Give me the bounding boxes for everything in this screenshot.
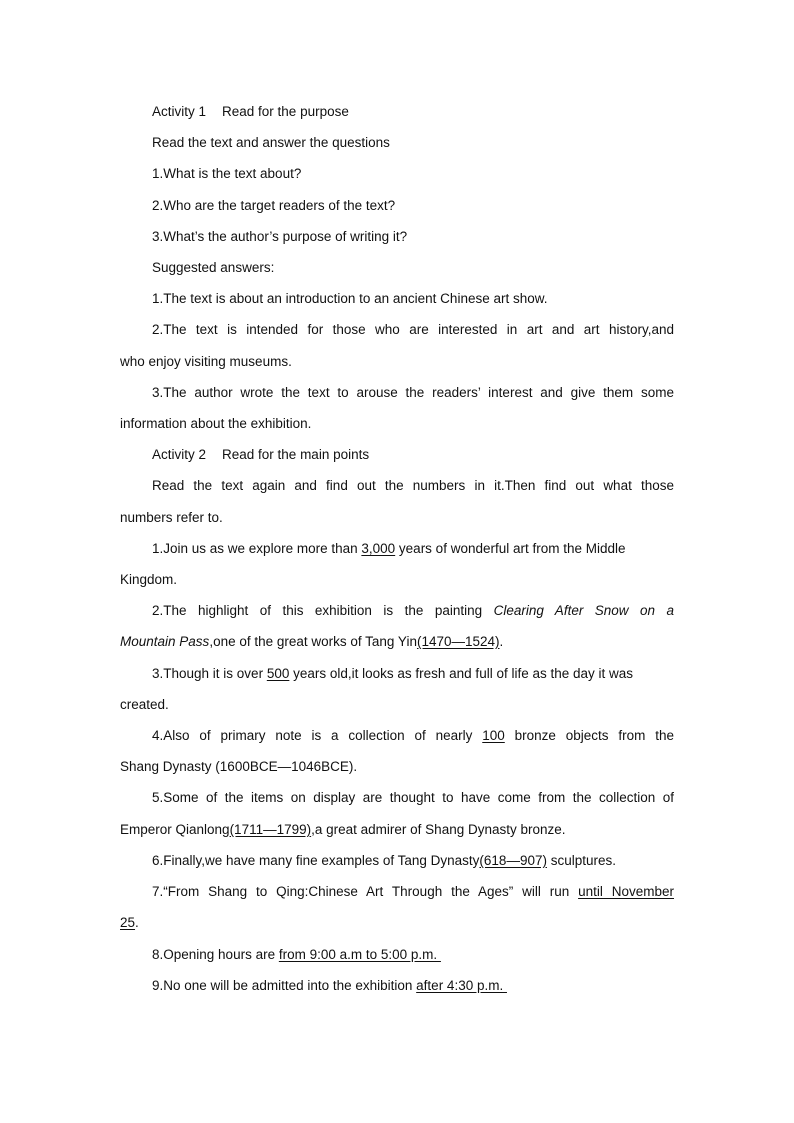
painting-title: Mountain Pass — [120, 634, 210, 649]
activity1-heading — [152, 96, 674, 127]
answer-blank: after 4:30 p.m. — [416, 978, 507, 993]
sentence-6: 6.Finally,we have many fine examples of Tang Dynasty(618—907) sculptures. — [152, 853, 616, 868]
answer-blank: (1711—1799) — [229, 822, 312, 837]
answer-blank: from 9:00 a.m to 5:00 p.m. — [278, 947, 441, 962]
sentence-7-line-1: 7.“From Shang to Qing:Chinese Art Through the Ages” will run until November — [152, 884, 674, 899]
answer-blank: 100 — [482, 728, 505, 743]
sentence-5-line-1: 5.Some of the items on display are thought to have come from the collection of — [152, 790, 674, 805]
answer-blank: (618—907) — [479, 853, 547, 868]
answer-blank: 25 — [120, 915, 136, 930]
activity2-instruction-line-1: Read the text again and find out the numbers in it.Then find out what those — [152, 478, 674, 493]
question-3: 3.What’s the author’s purpose of writing it? — [152, 229, 408, 244]
answers-heading: Suggested answers: — [152, 260, 275, 275]
sentence-1-line-2: Kingdom. — [120, 572, 178, 587]
sentence-8: 8.Opening hours are from 9:00 a.m to 5:00 p.m. — [152, 947, 441, 962]
answer-blank: 3,000 — [361, 541, 396, 556]
activity2-heading — [152, 439, 674, 470]
answer-3-line-2: information about the exhibition. — [120, 416, 312, 431]
answer-2-line-1: 2.The text is intended for those who are interested in art and art history,and — [152, 322, 674, 337]
activity1-label: Activity 1 — [152, 104, 207, 119]
activity2-title: Read for the main points — [222, 447, 370, 462]
activity2-instruction-line-2: numbers refer to. — [120, 510, 223, 525]
sentence-9: 9.No one will be admitted into the exhibition after 4:30 p.m. — [152, 978, 507, 993]
answer-3-line-1: 3.The author wrote the text to arouse the readers’ interest and give them some — [152, 385, 674, 400]
painting-title: Clearing After Snow on a — [493, 603, 674, 618]
question-1: 1.What is the text about? — [152, 166, 302, 181]
sentence-2-line-2: Mountain Pass,one of the great works of Tang Yin(1470—1524). — [120, 634, 504, 649]
question-2: 2.Who are the target readers of the text? — [152, 198, 396, 213]
answer-1: 1.The text is about an introduction to an ancient Chinese art show. — [152, 291, 548, 306]
sentence-4-line-2: Shang Dynasty (1600BCE—1046BCE). — [120, 759, 358, 774]
activity2-label: Activity 2 — [152, 447, 207, 462]
answer-blank: until November — [578, 884, 674, 899]
answer-2-line-2: who enjoy visiting museums. — [120, 354, 292, 369]
answer-blank: (1470—1524) — [416, 634, 500, 649]
sentence-3-line-2: created. — [120, 697, 169, 712]
sentence-1-line-1: 1.Join us as we explore more than 3,000 years of wonderful art from the Middle — [152, 541, 626, 556]
sentence-5-line-2: Emperor Qianlong(1711—1799),a great admirer of Shang Dynasty bronze. — [120, 822, 566, 837]
activity1-instruction: Read the text and answer the questions — [152, 135, 390, 150]
sentence-7-line-2: 25. — [120, 915, 139, 930]
answer-blank: 500 — [266, 666, 290, 681]
activity1-title: Read for the purpose — [222, 104, 349, 119]
sentence-2-line-1: 2.The highlight of this exhibition is the painting Clearing After Snow on a — [152, 603, 674, 618]
sentence-4-line-1: 4.Also of primary note is a collection of nearly 100 bronze objects from the — [152, 728, 674, 743]
sentence-3-line-1: 3.Though it is over 500 years old,it looks as fresh and full of life as the day it was — [152, 666, 634, 681]
